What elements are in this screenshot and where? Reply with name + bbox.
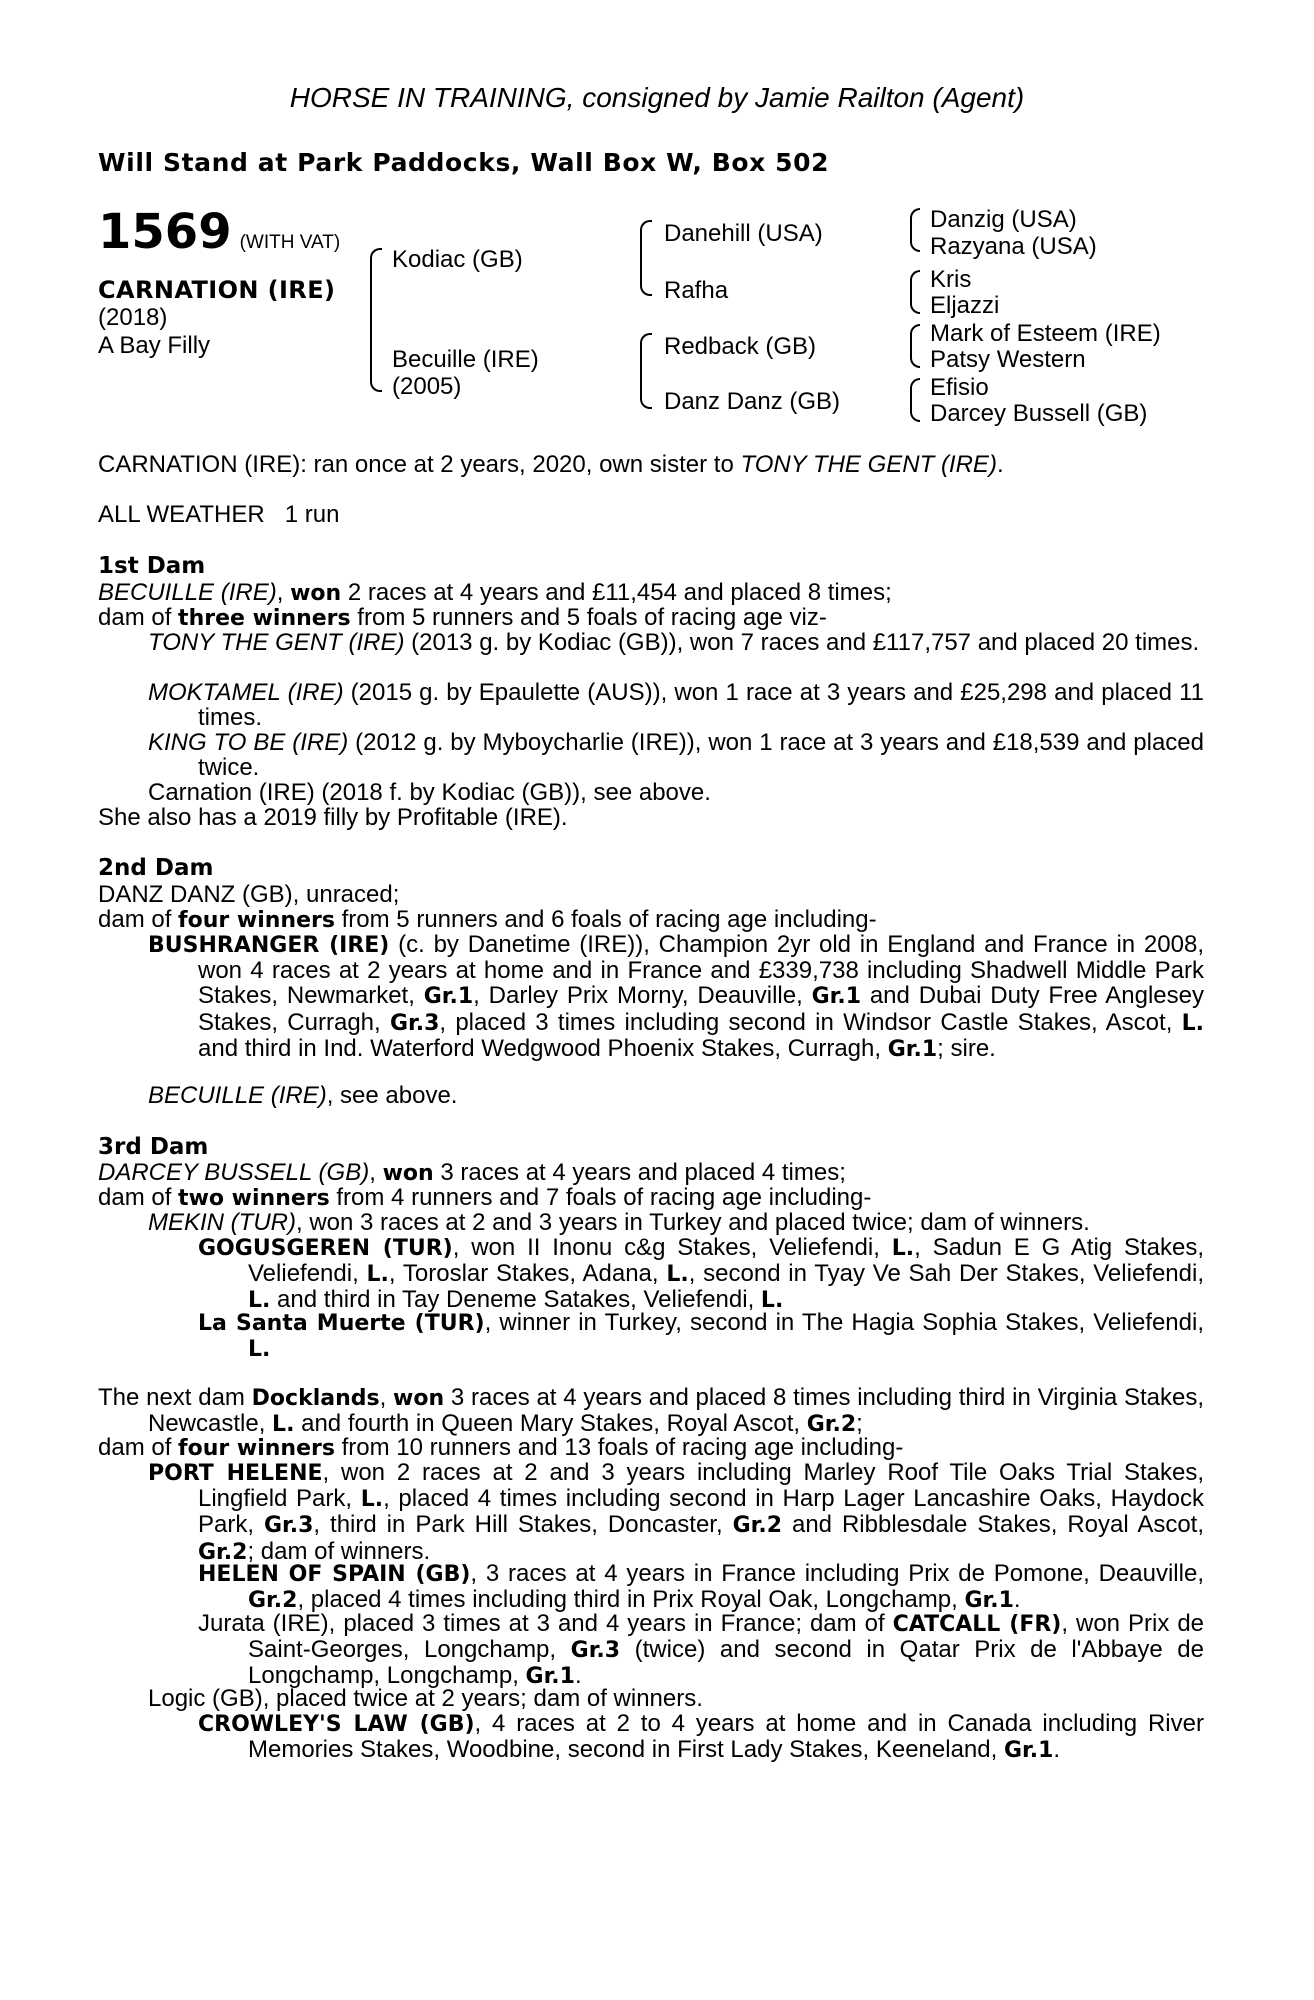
next-dam-offspring-2: Logic (GB), placed twice at 2 years; dam of winners.: [148, 1685, 703, 1712]
pedigree-g7: Efisio: [930, 374, 989, 401]
first-dam-line: BECUILLE (IRE), won 2 races at 4 years and £11,454 and placed 8 times;: [98, 579, 892, 606]
pedigree-g1: Danzig (USA): [930, 206, 1077, 233]
pedigree-bracket-dam: [640, 333, 652, 409]
stand-location: Will Stand at Park Paddocks, Wall Box W, Box 502: [98, 148, 830, 177]
first-dam-offspring-4: Carnation (IRE) (2018 f. by Kodiac (GB)), see above.: [148, 779, 711, 806]
second-dam-heading: 2nd Dam: [98, 855, 214, 881]
third-dam-produce-line: dam of two winners from 4 runners and 7 foals of racing age including-: [98, 1184, 872, 1211]
third-dam-grand-offspring-2: La Santa Muerte (TUR), winner in Turkey, second in The Hagia Sophia Stakes, Veliefendi, L.: [198, 1309, 1204, 1363]
vat-note: (WITH VAT): [239, 232, 341, 253]
pedigree-g8: Darcey Bussell (GB): [930, 400, 1148, 427]
horse-description: A Bay Filly: [98, 332, 211, 359]
pedigree-dam: Becuille (IRE): [392, 346, 539, 373]
pedigree-bracket-g1: [910, 208, 920, 252]
second-dam-produce-line: dam of four winners from 5 runners and 6 foals of racing age including-: [98, 906, 877, 933]
third-dam-grand-offspring-1: GOGUSGEREN (TUR), won II Inonu c&g Stakes, Veliefendi, L., Sadun E G Atig Stakes, Veliefendi, L., Toroslar Stakes, Adana, L., second in Tyay Ve Sah Der Stakes, Veliefendi, L. and third in Tay Deneme Satakes, Veliefendi, L.: [198, 1234, 1204, 1314]
pedigree-g3: Kris: [930, 266, 972, 293]
pedigree-g6: Patsy Western: [930, 346, 1086, 373]
race-summary: CARNATION (IRE): ran once at 2 years, 2020, own sister to TONY THE GENT (IRE).: [98, 451, 1004, 478]
third-dam-heading: 3rd Dam: [98, 1134, 209, 1160]
lot-number-block: [98, 204, 340, 260]
first-dam-offspring-1: TONY THE GENT (IRE) (2013 g. by Kodiac (GB)), won 7 races and £117,757 and placed 20 times.: [148, 629, 1200, 656]
next-dam-grand-offspring-2: Jurata (IRE), placed 3 times at 3 and 4 years in France; dam of CATCALL (FR), won Prix de Saint-Georges, Longchamp, Gr.3 (twice) and second in Qatar Prix de l'Abbaye de Longchamp, Longchamp, Gr.1.: [198, 1610, 1205, 1690]
pedigree-sire-sire: Danehill (USA): [664, 220, 823, 247]
second-dam-offspring-1: BUSHRANGER (IRE) (c. by Danetime (IRE)), Champion 2yr old in England and France in 2008, won 4 races at 2 years at home and in France and £339,738 including Shadwell Middle Park Stakes, Newmarket, Gr.1, Darley Prix Morny, Deauville, Gr.1 and Dubai Duty Free Anglesey Stakes, Curragh, Gr.3, placed 3 times including second in Windsor Castle Stakes, Ascot, L. and third in Ind. Waterford Wedgwood Phoenix Stakes, Curragh, Gr.1; sire.: [148, 931, 1205, 1062]
next-dam-line: The next dam Docklands, won 3 races at 4 years and placed 8 times including third in Virginia Stakes, Newcastle, L. and fourth in Queen Mary Stakes, Royal Ascot, Gr.2;: [98, 1384, 1204, 1438]
pedigree-dam-year: (2005): [392, 373, 462, 400]
second-dam-line: DANZ DANZ (GB), unraced;: [98, 881, 400, 908]
pedigree-bracket-g2: [910, 270, 920, 314]
pedigree-bracket-g4: [910, 378, 920, 422]
pedigree-sire: Kodiac (GB): [392, 246, 523, 273]
consignor-header: HORSE IN TRAINING, consigned by Jamie Railton (Agent): [289, 82, 1025, 113]
pedigree-dam-sire: Redback (GB): [664, 333, 817, 360]
first-dam-heading: 1st Dam: [98, 553, 206, 579]
pedigree-bracket-g3: [910, 324, 920, 368]
pedigree-bracket-main: [370, 248, 382, 392]
pedigree-sire-dam: Rafha: [664, 277, 729, 304]
next-dam-grand-offspring-3: CROWLEY'S LAW (GB), 4 races at 2 to 4 years at home and in Canada including River Memories Stakes, Woodbine, second in First Lady Stakes, Keeneland, Gr.1.: [198, 1710, 1204, 1764]
third-dam-line: DARCEY BUSSELL (GB), won 3 races at 4 years and placed 4 times;: [98, 1159, 846, 1186]
next-dam-grand-offspring-1: HELEN OF SPAIN (GB), 3 races at 4 years in France including Prix de Pomone, Deauville, Gr.2, placed 4 times including third in Prix Royal Oak, Longchamp, Gr.1.: [198, 1560, 1204, 1614]
horse-year: (2018): [98, 304, 168, 331]
first-dam-also: She also has a 2019 filly by Profitable (IRE).: [98, 804, 568, 831]
horse-name: CARNATION (IRE): [98, 276, 336, 304]
first-dam-produce-line: dam of three winners from 5 runners and 5 foals of racing age viz-: [98, 604, 827, 631]
third-dam-offspring-1: MEKIN (TUR), won 3 races at 2 and 3 years in Turkey and placed twice; dam of winners.: [148, 1209, 1090, 1236]
first-dam-offspring-3: KING TO BE (IRE) (2012 g. by Myboycharlie (IRE)), won 1 race at 3 years and £18,539 and placed twice.: [148, 729, 1204, 782]
next-dam-produce-line: dam of four winners from 10 runners and 13 foals of racing age including-: [98, 1434, 904, 1461]
pedigree-dam-dam: Danz Danz (GB): [664, 388, 841, 415]
pedigree-g2: Razyana (USA): [930, 233, 1097, 260]
pedigree-g4: Eljazzi: [930, 292, 1000, 319]
first-dam-offspring-2: MOKTAMEL (IRE) (2015 g. by Epaulette (AUS)), won 1 race at 3 years and £25,298 and placed 11 times.: [148, 679, 1204, 732]
surface-record: ALL WEATHER 1 run: [98, 501, 340, 528]
next-dam-offspring-1: PORT HELENE, won 2 races at 2 and 3 years including Marley Roof Tile Oaks Trial Stakes, Lingfield Park, L., placed 4 times including second in Harp Lager Lancashire Oaks, Haydock Park, Gr.3, third in Park Hill Stakes, Doncaster, Gr.2 and Ribblesdale Stakes, Royal Ascot, Gr.2; dam of winners.: [148, 1459, 1205, 1565]
lot-number: 1569: [98, 204, 232, 260]
second-dam-offspring-2: BECUILLE (IRE), see above.: [148, 1082, 458, 1109]
pedigree-g5: Mark of Esteem (IRE): [930, 320, 1161, 347]
pedigree-bracket-sire: [640, 220, 652, 296]
